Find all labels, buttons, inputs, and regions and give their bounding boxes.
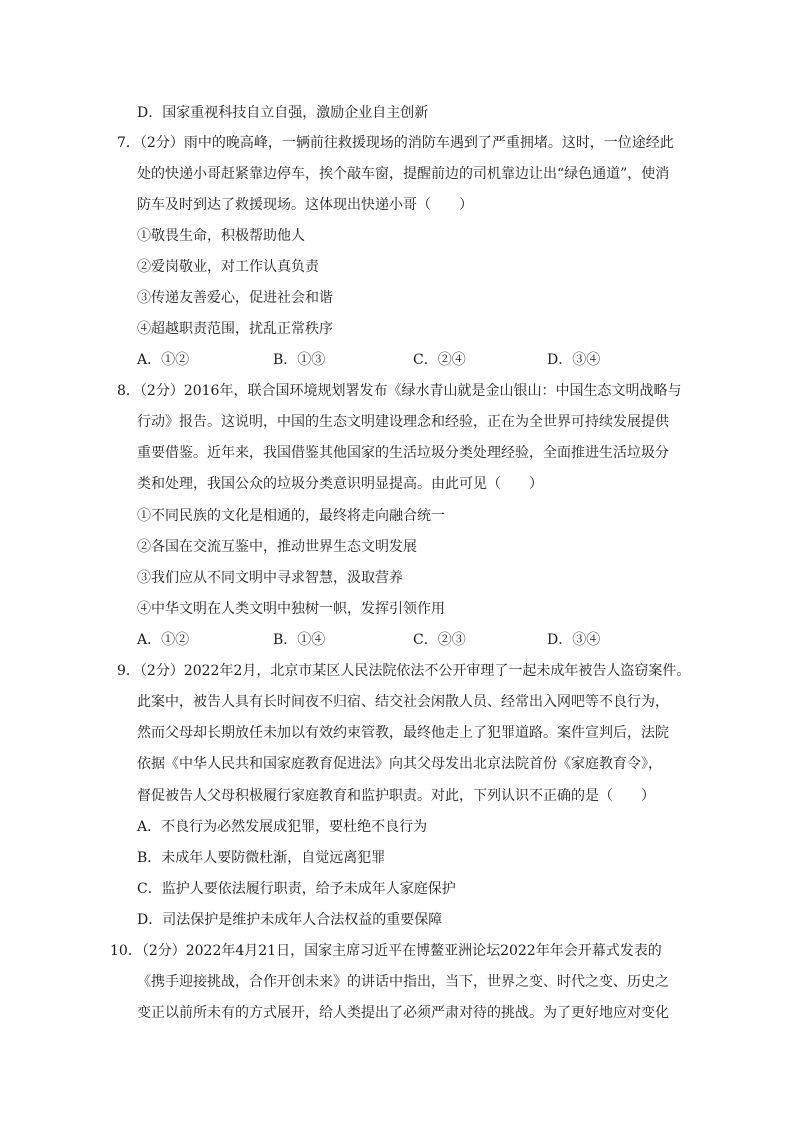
q7-choice-d: D．③④ xyxy=(547,352,601,368)
q7-choice-c: C．②④ xyxy=(413,352,466,368)
q8-item-2: ②各国在交流互鉴中，推动世界生态文明发展 xyxy=(137,539,417,555)
q9-option-b: B．未成年人要防微杜渐，自觉远离犯罪 xyxy=(137,850,386,866)
q8-choice-a: A．①② xyxy=(137,632,190,648)
q9-stem-line-4: 依据《中华人民共和国家庭教育促进法》向其父母发出北京法院首份《家庭教育令》， xyxy=(137,756,662,772)
q8-item-3: ③我们应从不同文明中寻求智慧，汲取营养 xyxy=(137,570,403,586)
q8-stem-line-2: 行动》报告。这说明，中国的生态文明建设理念和经验，正在为全世界可持续发展提供 xyxy=(137,414,669,430)
q9-stem-line-1: 9．（2分）2022年2月，北京市某区人民法院依法不公开审理了一起未成年被告人盗窃案件。 xyxy=(117,663,691,679)
q9-stem-line-3: 然而父母却长期放任未加以有效约束管教，最终他走上了犯罪道路。案件宣判后，法院 xyxy=(137,725,669,741)
q7-stem-line-3: 防车及时到达了救援现场。这体现出快递小哥（ ） xyxy=(137,197,473,213)
q6-option-d: D．国家重视科技自立自强，激励企业自主创新 xyxy=(137,105,429,121)
q10-stem-line-1: 10．（2分）2022年4月21日，国家主席习近平在博鳌亚洲论坛2022年年会开幕式发表的 xyxy=(110,943,662,959)
q7-item-3: ③传递友善爱心，促进社会和谐 xyxy=(137,290,333,306)
q9-option-a: A．不良行为必然发展成犯罪，要杜绝不良行为 xyxy=(137,819,428,835)
q9-stem-line-2: 此案中，被告人具有长时间夜不归宿、结交社会闲散人员、经常出入网吧等不良行为， xyxy=(137,694,669,710)
q7-choice-b: B．①③ xyxy=(273,352,326,368)
q9-option-c: C．监护人要依法履行职责，给予未成年人家庭保护 xyxy=(137,881,456,897)
q7-item-2: ②爱岗敬业，对工作认真负责 xyxy=(137,259,319,275)
q8-stem-line-1: 8．（2分）2016年，联合国环境规划署发布《绿水青山就是金山银山：中国生态文明战略与 xyxy=(117,383,682,399)
q8-item-4: ④中华文明在人类文明中独树一帜，发挥引领作用 xyxy=(137,601,445,617)
q8-choice-d: D．③④ xyxy=(547,632,601,648)
q10-stem-line-2: 《携手迎接挑战，合作开创未来》的讲话中指出，当下，世界之变、时代之变、历史之 xyxy=(137,974,669,990)
q7-item-4: ④超越职责范围，扰乱正常秩序 xyxy=(137,321,333,337)
q7-stem-line-2: 处的快递小哥赶紧靠边停车，挨个敲车窗，提醒前边的司机靠边让出“绿色通道”，使消 xyxy=(137,166,670,182)
q7-choice-a: A．①② xyxy=(137,352,190,368)
q7-stem-line-1: 7．（2分）雨中的晚高峰，一辆前往救援现场的消防车遇到了严重拥堵。这时，一位途经此 xyxy=(117,135,674,151)
q9-option-d: D．司法保护是维护未成年人合法权益的重要保障 xyxy=(137,912,443,928)
q8-item-1: ①不同民族的文化是相通的，最终将走向融合统一 xyxy=(137,508,445,524)
q9-stem-line-5: 督促被告人父母积极履行家庭教育和监护职责。对此，下列认识不正确的是（ ） xyxy=(137,788,655,804)
q10-stem-line-3: 变正以前所未有的方式展开，给人类提出了必须严肃对待的挑战。为了更好地应对变化 xyxy=(137,1005,669,1021)
q8-stem-line-4: 类和处理，我国公众的垃圾分类意识明显提高。由此可见（ ） xyxy=(137,476,543,492)
q8-choice-b: B．①④ xyxy=(273,632,326,648)
q8-stem-line-3: 重要借鉴。近年来，我国借鉴其他国家的生活垃圾分类处理经验，全面推进生活垃圾分 xyxy=(137,445,669,461)
q8-choice-c: C．②③ xyxy=(413,632,466,648)
q7-item-1: ①敬畏生命，积极帮助他人 xyxy=(137,228,305,244)
